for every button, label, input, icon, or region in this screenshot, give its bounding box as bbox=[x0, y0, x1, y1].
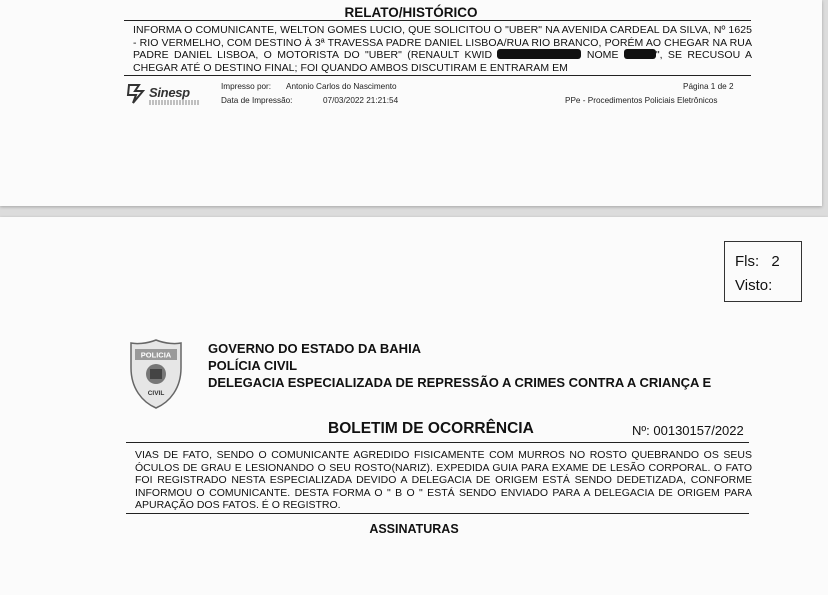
document-page-1 bbox=[0, 0, 822, 206]
relato-part-1: INFORMA O COMUNICANTE, WELTON GOMES LUCIO, QUE SOLICITOU O "UBER" NA AVENIDA CARDEAL DA SILVA, Nº 1625 - RIO VERMELHO, COM DESTINO À 3ª TRAVESSA PADRE DANIEL LISBOA/RUA RIO BRANCO, PORÉM AO CHEGAR NA RUA PADRE DANIEL LISBOA, O MOTORISTA DO "UBER" (RENAULT KWID bbox=[133, 24, 752, 61]
visto-label: Visto: bbox=[735, 277, 773, 294]
sinesp-logo bbox=[125, 82, 205, 108]
title-rule bbox=[124, 20, 751, 21]
badge-bottom-text: CIVIL bbox=[147, 390, 165, 397]
fls-row bbox=[735, 250, 801, 274]
sinesp-logo-text: Sinesp bbox=[149, 85, 190, 100]
relato-text bbox=[133, 24, 752, 74]
header-police: POLÍCIA CIVIL bbox=[208, 358, 298, 373]
fls-label: Fls: bbox=[735, 253, 760, 270]
bo-number bbox=[632, 423, 744, 438]
signatures-title: ASSINATURAS bbox=[369, 522, 459, 536]
document-page-2 bbox=[0, 217, 828, 595]
header-delegacia: DELEGACIA ESPECIALIZADA DE REPRESSÃO A CRIMES CONTRA A CRIANÇA E bbox=[208, 375, 712, 390]
relato-rule bbox=[124, 75, 751, 76]
bo-title: BOLETIM DE OCORRÊNCIA bbox=[328, 420, 534, 437]
narrative-bottom-rule bbox=[126, 513, 749, 514]
narrative-text: VIAS DE FATO, SENDO O COMUNICANTE AGREDIDO FISICAMENTE COM MURROS NO ROSTO QUEBRANDO OS SEUS ÓCULOS DE GRAU E LESIONANDO O SEU ROSTO(NARIZ). EXPEDIDA GUIA PARA EXAME DE LESÃO CORPORAL. O FATO FOI REGISTRADO NESTA ESPECIALIZADA DEVIDO A DELEGACIA DE ORIGEM ESTÁ SENDO DEDETIZADA, CONFORME INFORMOU O COMUNICANTE. DESTA FORMA O " B O " ESTÁ SENDO ENVIADO PARA A DELEGACIA DE ORIGEM PARA APURAÇÃO DOS FATOS. É O REGISTRO. bbox=[135, 449, 752, 511]
printed-by-value: Antonio Carlos do Nascimento bbox=[286, 82, 397, 91]
header-government: GOVERNO DO ESTADO DA BAHIA bbox=[208, 341, 422, 356]
sinesp-logo-subtitle bbox=[149, 100, 199, 105]
print-date-value: 07/03/2022 21:21:54 bbox=[323, 96, 399, 105]
redacted-plate bbox=[497, 49, 581, 59]
system-name: PPe - Procedimentos Policiais Eletrônicos bbox=[565, 96, 718, 105]
sinesp-logo-icon bbox=[125, 83, 147, 105]
page-info: Página 1 de 2 bbox=[683, 82, 734, 91]
badge-top-text: POLICIA bbox=[140, 350, 172, 360]
bo-number-value: 00130157/2022 bbox=[653, 423, 744, 438]
fls-value: 2 bbox=[771, 253, 780, 270]
police-badge-icon bbox=[128, 338, 184, 410]
redacted-name bbox=[624, 49, 656, 59]
printed-by-label: Impresso por: bbox=[221, 82, 272, 91]
bo-number-label: Nº: bbox=[632, 423, 650, 438]
fls-box bbox=[724, 241, 802, 302]
narrative-top-rule bbox=[126, 442, 749, 443]
section-title-relato: RELATO/HISTÓRICO bbox=[344, 5, 478, 20]
print-date-label: Data de Impressão: bbox=[221, 96, 293, 105]
relato-part-2: NOME bbox=[586, 49, 619, 61]
relato-part-3: ", SE RECUSOU A CHEGAR ATÉ O DESTINO FINAL; FOI QUANDO AMBOS DISCUTIRAM E ENTRARAM EM bbox=[133, 49, 752, 74]
